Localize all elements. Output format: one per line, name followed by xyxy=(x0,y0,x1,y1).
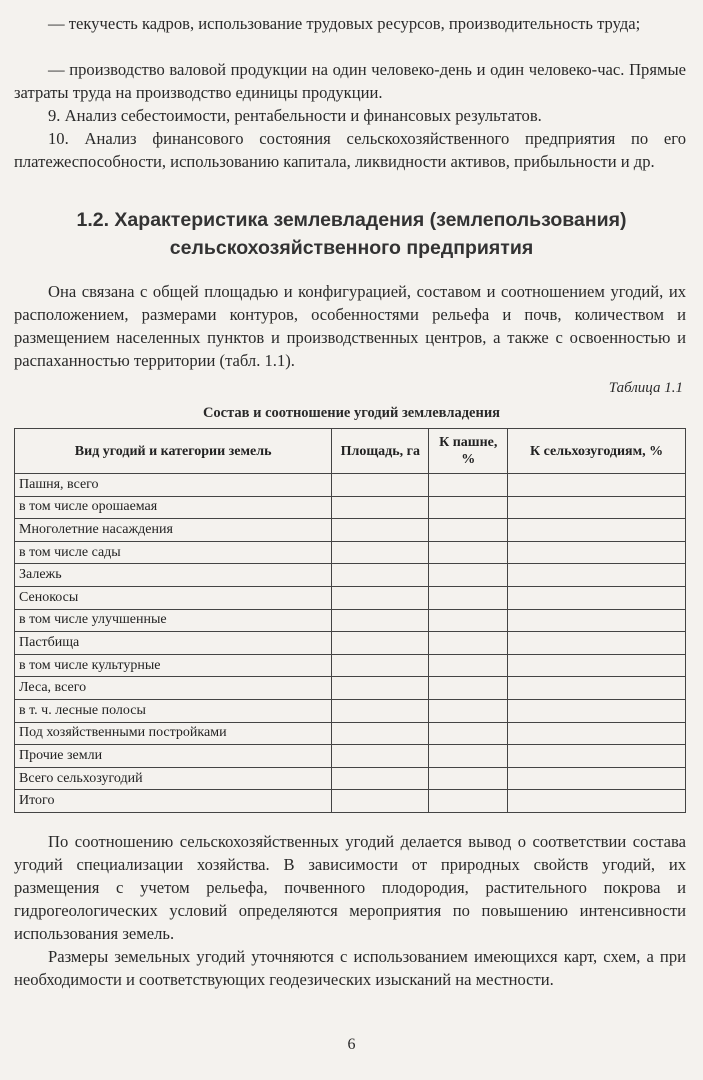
table-title: Состав и соотношение угодий землевладения xyxy=(202,405,501,421)
cell-to-arable xyxy=(429,541,508,564)
row-label: Всего сельхозугодий xyxy=(15,767,332,790)
paragraph-item-10: 10. Анализ финансового состояния сельскохозяйственного предприятия по его платежеспособности, использованию капитала, ликвидности активов, прибыльности и др. xyxy=(14,129,686,171)
cell-area xyxy=(332,767,429,790)
paragraph-land-sizes: Размеры земельных угодий уточняются с использованием имеющихся карт, схем, а при необходимости и соответствующих геодезических изысканий на местности. xyxy=(14,947,686,989)
cell-to-farmland xyxy=(508,677,686,700)
table-row xyxy=(15,790,686,813)
cell-to-farmland xyxy=(508,632,686,655)
cell-to-farmland xyxy=(508,790,686,813)
cell-area xyxy=(332,745,429,768)
cell-to-farmland xyxy=(508,767,686,790)
row-label: в том числе орошаемая xyxy=(15,496,332,519)
cell-to-arable xyxy=(429,654,508,677)
row-label: Итого xyxy=(15,790,332,813)
cell-to-arable xyxy=(429,609,508,632)
cell-area xyxy=(332,790,429,813)
section-heading xyxy=(0,206,703,262)
cell-to-farmland xyxy=(508,722,686,745)
cell-to-farmland xyxy=(508,496,686,519)
page-number: 6 xyxy=(347,1036,356,1053)
land-composition-table xyxy=(14,428,686,813)
cell-to-arable xyxy=(429,519,508,542)
table-row xyxy=(15,722,686,745)
paragraph-item-9: 9. Анализ себестоимости, рентабельности и финансовых результатов. xyxy=(48,106,542,125)
cell-to-arable xyxy=(429,496,508,519)
cell-area xyxy=(332,586,429,609)
cell-to-arable xyxy=(429,564,508,587)
paragraph-labor-turnover: — текучесть кадров, использование трудовых ресурсов, производительность труда; xyxy=(48,14,641,33)
table-row xyxy=(15,609,686,632)
paragraph-conclusion: По соотношению сельскохозяйственных угодий делается вывод о соответствии состава угодий специализации хозяйства. В зависимости от природных свойств угодий, их размещения с учетом рельефа, почвенного плодородия, растительного покрова и гидрогеологических условий определяются мероприятия по повышению интенсивности использования земель. xyxy=(14,832,686,943)
cell-to-farmland xyxy=(508,745,686,768)
header-to-farmland: К сельхозугодиям, % xyxy=(508,429,686,474)
cell-to-farmland xyxy=(508,541,686,564)
cell-area xyxy=(332,699,429,722)
cell-to-arable xyxy=(429,767,508,790)
cell-area xyxy=(332,564,429,587)
table-row xyxy=(15,654,686,677)
cell-area xyxy=(332,654,429,677)
row-label: Леса, всего xyxy=(15,677,332,700)
header-to-arable: К пашне, % xyxy=(429,429,508,474)
table-row xyxy=(15,586,686,609)
table-header-row xyxy=(15,429,686,474)
row-label: в том числе культурные xyxy=(15,654,332,677)
table-row xyxy=(15,632,686,655)
table-row xyxy=(15,767,686,790)
row-label: в том числе улучшенные xyxy=(15,609,332,632)
cell-to-farmland xyxy=(508,519,686,542)
cell-to-arable xyxy=(429,722,508,745)
cell-area xyxy=(332,496,429,519)
cell-to-farmland xyxy=(508,564,686,587)
table-row xyxy=(15,699,686,722)
row-label: Многолетние насаждения xyxy=(15,519,332,542)
cell-area xyxy=(332,632,429,655)
section-heading-line-2: сельскохозяйственного предприятия xyxy=(169,237,534,259)
row-label: Под хозяйственными постройками xyxy=(15,722,332,745)
section-heading-line-1: 1.2. Характеристика землевладения (землепользования) xyxy=(76,209,627,231)
cell-to-arable xyxy=(429,474,508,497)
table-row xyxy=(15,677,686,700)
cell-to-arable xyxy=(429,632,508,655)
table-row xyxy=(15,541,686,564)
header-land-type: Вид угодий и категории земель xyxy=(15,429,332,474)
paragraph-gross-output: — производство валовой продукции на один человеко-день и один человеко-час. Прямые затраты труда на производство единицы продукции. xyxy=(14,60,686,102)
table-number: Таблица 1.1 xyxy=(608,380,683,396)
cell-to-arable xyxy=(429,790,508,813)
row-label: в т. ч. лесные полосы xyxy=(15,699,332,722)
paragraph-land-description: Она связана с общей площадью и конфигурацией, составом и соотношением угодий, их расположением, размерами контуров, особенностями рельефа и почв, количеством и размещением населенных пунктов и производственных центров, а также с освоенностью и распаханностью территории (табл. 1.1). xyxy=(14,282,686,370)
table-row xyxy=(15,496,686,519)
table-row xyxy=(15,474,686,497)
cell-to-arable xyxy=(429,586,508,609)
cell-to-farmland xyxy=(508,586,686,609)
cell-area xyxy=(332,541,429,564)
cell-area xyxy=(332,609,429,632)
cell-to-arable xyxy=(429,677,508,700)
header-area: Площадь, га xyxy=(332,429,429,474)
row-label: Прочие земли xyxy=(15,745,332,768)
row-label: Залежь xyxy=(15,564,332,587)
row-label: Пастбища xyxy=(15,632,332,655)
cell-to-farmland xyxy=(508,609,686,632)
cell-area xyxy=(332,722,429,745)
cell-to-arable xyxy=(429,699,508,722)
table-row xyxy=(15,745,686,768)
cell-area xyxy=(332,677,429,700)
cell-to-farmland xyxy=(508,699,686,722)
row-label: в том числе сады xyxy=(15,541,332,564)
table-row xyxy=(15,564,686,587)
cell-to-farmland xyxy=(508,474,686,497)
cell-area xyxy=(332,474,429,497)
row-label: Сенокосы xyxy=(15,586,332,609)
table-row xyxy=(15,519,686,542)
cell-to-farmland xyxy=(508,654,686,677)
row-label: Пашня, всего xyxy=(15,474,332,497)
cell-area xyxy=(332,519,429,542)
cell-to-arable xyxy=(429,745,508,768)
